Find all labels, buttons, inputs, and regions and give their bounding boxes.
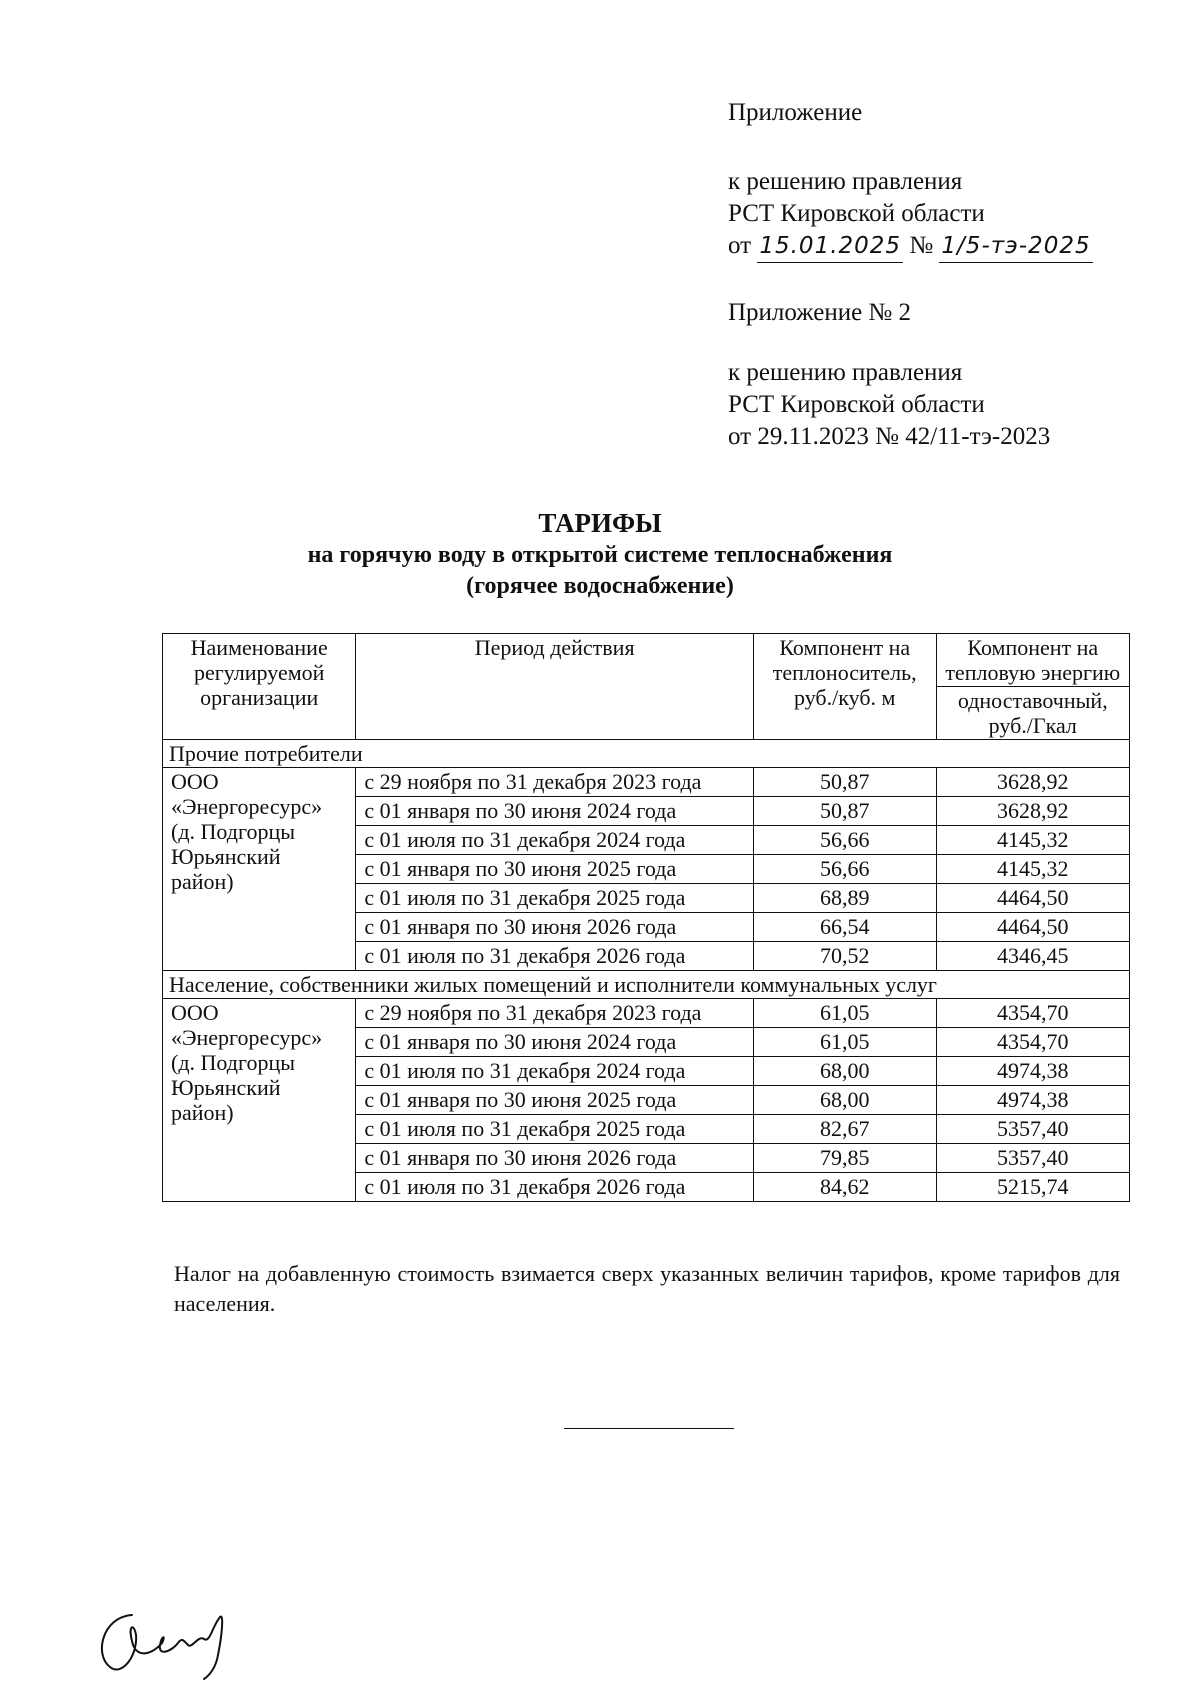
period-cell: с 01 июля по 31 декабря 2024 года <box>356 826 754 855</box>
authority-name: РСТ Кировской области <box>728 200 985 227</box>
table-row <box>163 768 1130 797</box>
period-cell: с 01 июля по 31 декабря 2024 года <box>356 1057 754 1086</box>
energy-cell: 4354,70 <box>936 999 1129 1028</box>
section-title: Прочие потребители <box>163 740 1130 768</box>
coolant-cell: 56,66 <box>753 855 936 884</box>
decision-date-line <box>728 230 1093 263</box>
appendix-label <box>728 97 862 129</box>
original-decision-block <box>728 357 1050 453</box>
decision-prefix: к решению правления <box>728 168 963 195</box>
number-sign: № <box>909 232 934 259</box>
org-name-cell: ООО «Энергоресурс» (д. Подгорцы Юрьянский район) <box>163 768 356 971</box>
energy-cell: 5215,74 <box>936 1173 1129 1202</box>
period-cell: с 29 ноября по 31 декабря 2023 года <box>356 768 754 797</box>
header-coolant: Компонент на теплоноситель, руб./куб. м <box>753 634 936 740</box>
period-cell: с 01 января по 30 июня 2024 года <box>356 797 754 826</box>
coolant-cell: 61,05 <box>753 999 936 1028</box>
energy-cell: 4346,45 <box>936 942 1129 971</box>
appendix2-label-text: Приложение № 2 <box>728 299 912 326</box>
coolant-cell: 79,85 <box>753 1144 936 1173</box>
header-org: Наименование регулируемой организации <box>163 634 356 740</box>
period-cell: с 01 января по 30 июня 2026 года <box>356 1144 754 1173</box>
header-energy-sub: одноставочный, руб./Гкал <box>936 687 1129 740</box>
energy-cell: 4974,38 <box>936 1057 1129 1086</box>
original-decision-ref: от 29.11.2023 № 42/11-тэ-2023 <box>728 423 1051 450</box>
title-main: ТАРИФЫ <box>538 508 662 538</box>
amending-decision-block <box>728 166 1093 263</box>
title-line-2: (горячее водоснабжение) <box>466 573 734 599</box>
document-title <box>0 506 1200 602</box>
coolant-cell: 84,62 <box>753 1173 936 1202</box>
energy-cell: 5357,40 <box>936 1144 1129 1173</box>
energy-cell: 4464,50 <box>936 913 1129 942</box>
energy-cell: 4145,32 <box>936 855 1129 884</box>
handwritten-date: 15.01.2025 <box>757 230 903 263</box>
coolant-cell: 50,87 <box>753 768 936 797</box>
tariffs-table <box>162 633 1130 1202</box>
appendix2-label <box>728 297 911 329</box>
appendix-label-text: Приложение <box>728 99 863 126</box>
period-cell: с 29 ноября по 31 декабря 2023 года <box>356 999 754 1028</box>
period-cell: с 01 июля по 31 декабря 2026 года <box>356 942 754 971</box>
period-cell: с 01 января по 30 июня 2024 года <box>356 1028 754 1057</box>
energy-cell: 4464,50 <box>936 884 1129 913</box>
table-row <box>163 999 1130 1028</box>
title-line-1: на горячую воду в открытой системе теплоснабжения <box>307 542 893 568</box>
coolant-cell: 82,67 <box>753 1115 936 1144</box>
coolant-cell: 68,00 <box>753 1057 936 1086</box>
energy-cell: 4974,38 <box>936 1086 1129 1115</box>
decision-prefix-2: к решению правления <box>728 359 963 386</box>
date-prefix: от <box>728 232 752 259</box>
section-title: Население, собственники жилых помещений и исполнители коммунальных услуг <box>163 971 1130 999</box>
energy-cell: 4145,32 <box>936 826 1129 855</box>
authority-name-2: РСТ Кировской области <box>728 391 985 418</box>
energy-cell: 3628,92 <box>936 797 1129 826</box>
vat-footnote: Налог на добавленную стоимость взимается сверх указанных величин тарифов, кроме тарифов для населения. <box>174 1261 1120 1316</box>
energy-cell: 3628,92 <box>936 768 1129 797</box>
signature-mark <box>92 1605 262 1690</box>
period-cell: с 01 января по 30 июня 2025 года <box>356 1086 754 1115</box>
period-cell: с 01 июля по 31 декабря 2025 года <box>356 884 754 913</box>
energy-cell: 5357,40 <box>936 1115 1129 1144</box>
coolant-cell: 70,52 <box>753 942 936 971</box>
coolant-cell: 66,54 <box>753 913 936 942</box>
period-cell: с 01 января по 30 июня 2026 года <box>356 913 754 942</box>
coolant-cell: 50,87 <box>753 797 936 826</box>
coolant-cell: 68,00 <box>753 1086 936 1115</box>
header-energy: Компонент на тепловую энергию <box>936 634 1129 687</box>
period-cell: с 01 июля по 31 декабря 2025 года <box>356 1115 754 1144</box>
org-name-cell: ООО «Энергоресурс» (д. Подгорцы Юрьянский район) <box>163 999 356 1202</box>
header-period: Период действия <box>356 634 754 740</box>
end-divider <box>564 1428 734 1429</box>
period-cell: с 01 июля по 31 декабря 2026 года <box>356 1173 754 1202</box>
coolant-cell: 68,89 <box>753 884 936 913</box>
coolant-cell: 61,05 <box>753 1028 936 1057</box>
coolant-cell: 56,66 <box>753 826 936 855</box>
period-cell: с 01 января по 30 июня 2025 года <box>356 855 754 884</box>
energy-cell: 4354,70 <box>936 1028 1129 1057</box>
handwritten-number: 1/5-тэ-2025 <box>939 230 1092 263</box>
